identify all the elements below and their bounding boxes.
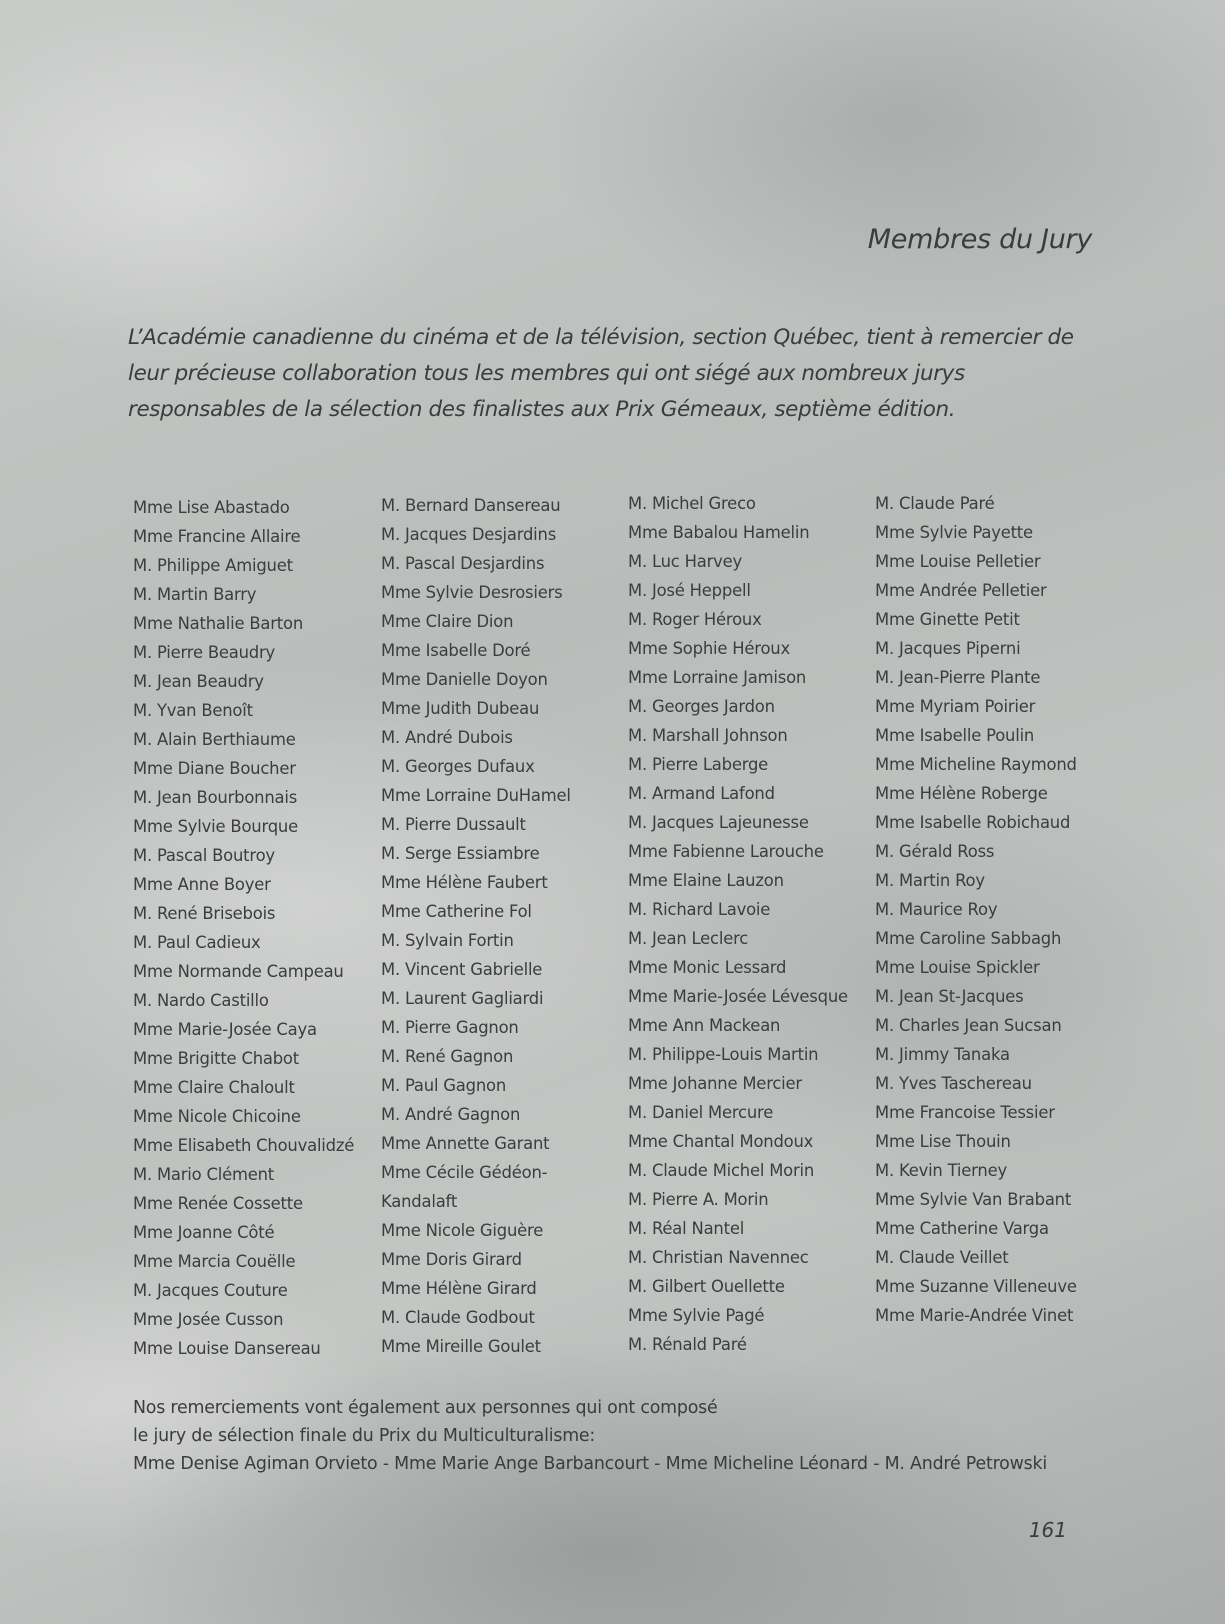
jury-member: M. René Brisebois [133,904,276,923]
jury-member: M. Richard Lavoie [628,900,771,919]
jury-member: M. Pascal Boutroy [133,846,275,865]
jury-member: Mme Lorraine Jamison [628,668,807,687]
jury-member: M. Pierre Beaudry [133,643,276,662]
jury-member: M. Philippe-Louis Martin [628,1045,819,1064]
jury-member: Mme Ann Mackean [628,1016,781,1035]
jury-member: M. Vincent Gabrielle [381,960,543,979]
jury-member: M. Philippe Amiguet [133,556,293,575]
jury-member: M. Luc Harvey [628,552,743,571]
members-column-2 [381,491,571,1361]
jury-member: Mme Johanne Mercier [628,1074,802,1093]
jury-member: Mme Catherine Fol [381,902,532,921]
jury-member: M. Paul Cadieux [133,933,261,952]
jury-member: Mme Marcia Couëlle [133,1252,296,1271]
jury-member: M. Rénald Paré [628,1335,747,1354]
jury-member: M. Jacques Couture [133,1281,288,1300]
jury-member: M. Pascal Desjardins [381,554,545,573]
jury-member: M. Martin Roy [875,871,985,890]
jury-member: M. Yvan Benoît [133,701,253,720]
thanks-line-3: Mme Denise Agiman Orvieto - Mme Marie Ange Barbancourt - Mme Micheline Léonard - M. André Petrowski [133,1454,1047,1474]
jury-member: Mme Sylvie Bourque [133,817,298,836]
jury-member: M. Pierre Laberge [628,755,769,774]
jury-member: Mme Cécile Gédéon- [381,1163,548,1182]
members-column-4 [875,489,1077,1330]
jury-member: M. Bernard Dansereau [381,496,561,515]
jury-member: Mme Claire Dion [381,612,514,631]
jury-member: Mme Nicole Chicoine [133,1107,301,1126]
jury-member: M. Marshall Johnson [628,726,788,745]
jury-member: M. Gilbert Ouellette [628,1277,785,1296]
jury-member: M. Jean Bourbonnais [133,788,298,807]
multiculturalism-thanks [133,1394,1133,1478]
jury-member: Mme Nathalie Barton [133,614,304,633]
page-number: 161 [1028,1518,1067,1542]
jury-member: Mme Fabienne Larouche [628,842,824,861]
jury-members-list [0,475,1225,1375]
jury-member: M. Alain Berthiaume [133,730,296,749]
jury-member: Mme Elaine Lauzon [628,871,784,890]
jury-member: Mme Elisabeth Chouvalidzé [133,1136,355,1155]
jury-member: Mme Caroline Sabbagh [875,929,1062,948]
jury-member: Mme Judith Dubeau [381,699,540,718]
jury-member: Mme Danielle Doyon [381,670,548,689]
jury-member: M. Roger Héroux [628,610,762,629]
jury-member: M. André Gagnon [381,1105,521,1124]
jury-member: Mme Diane Boucher [133,759,296,778]
jury-member: Mme Chantal Mondoux [628,1132,814,1151]
page-title: Membres du Jury [867,224,1092,255]
jury-member: M. Sylvain Fortin [381,931,514,950]
members-column-1 [133,493,354,1363]
jury-member: Mme Hélène Roberge [875,784,1048,803]
jury-member: Mme Isabelle Doré [381,641,531,660]
jury-member: Mme Catherine Varga [875,1219,1049,1238]
jury-member: Mme Francine Allaire [133,527,301,546]
jury-member: M. Claude Paré [875,494,995,513]
jury-member: Mme Sylvie Payette [875,523,1033,542]
jury-member: Mme Isabelle Robichaud [875,813,1071,832]
jury-member: Kandalaft [381,1192,458,1211]
jury-member: Mme Micheline Raymond [875,755,1077,774]
jury-member: Mme Renée Cossette [133,1194,303,1213]
jury-member: M. Georges Dufaux [381,757,535,776]
jury-member: Mme Babalou Hamelin [628,523,810,542]
jury-member: Mme Suzanne Villeneuve [875,1277,1077,1296]
jury-member: M. Mario Clément [133,1165,275,1184]
jury-member: M. Maurice Roy [875,900,998,919]
jury-member: Mme Monic Lessard [628,958,787,977]
jury-member: M. Laurent Gagliardi [381,989,544,1008]
jury-member: Mme Brigitte Chabot [133,1049,299,1068]
jury-member: Mme Louise Spickler [875,958,1040,977]
members-column-3 [628,489,848,1359]
jury-member: M. Claude Godbout [381,1308,535,1327]
jury-member: Mme Hélène Faubert [381,873,548,892]
intro-paragraph: L’Académie canadienne du cinéma et de la télévision, section Québec, tient à remercier de leur précieuse collaboration tous les membres qui ont siégé aux nombreux jurys responsables de la sélection des finalistes aux Prix Gémeaux, septième édition. [128,325,1074,422]
jury-member: M. Réal Nantel [628,1219,745,1238]
jury-member: Mme Marie-Josée Lévesque [628,987,848,1006]
jury-member: M. Pierre Gagnon [381,1018,519,1037]
jury-member: M. Jean St-Jacques [875,987,1024,1006]
jury-member: Mme Sylvie Pagé [628,1306,765,1325]
jury-member: Mme Doris Girard [381,1250,522,1269]
thanks-line-2: le jury de sélection finale du Prix du Multiculturalisme: [133,1426,596,1446]
jury-member: Mme Sylvie Van Brabant [875,1190,1072,1209]
jury-member: Mme Joanne Côté [133,1223,275,1242]
jury-member: M. Christian Navennec [628,1248,809,1267]
jury-member: Mme Marie-Andrée Vinet [875,1306,1074,1325]
jury-member: M. Michel Greco [628,494,756,513]
jury-member: M. Pierre A. Morin [628,1190,769,1209]
jury-member: M. André Dubois [381,728,513,747]
jury-member: M. Jacques Piperni [875,639,1021,658]
jury-member: M. Armand Lafond [628,784,775,803]
jury-member: Mme Josée Cusson [133,1310,284,1329]
jury-member: Mme Sylvie Desrosiers [381,583,563,602]
jury-member: Mme Annette Garant [381,1134,550,1153]
jury-member: M. Claude Veillet [875,1248,1009,1267]
jury-member: Mme Francoise Tessier [875,1103,1055,1122]
jury-member: Mme Hélène Girard [381,1279,537,1298]
jury-member: Mme Ginette Petit [875,610,1020,629]
jury-member: Mme Lise Thouin [875,1132,1011,1151]
jury-member: Mme Andrée Pelletier [875,581,1047,600]
jury-member: M. René Gagnon [381,1047,514,1066]
jury-member: M. Jacques Lajeunesse [628,813,809,832]
jury-member: Mme Lise Abastado [133,498,290,517]
jury-member: M. Yves Taschereau [875,1074,1032,1093]
thanks-line-1: Nos remerciements vont également aux personnes qui ont composé [133,1398,718,1418]
jury-member: M. Daniel Mercure [628,1103,774,1122]
jury-member: Mme Myriam Poirier [875,697,1036,716]
jury-member: Mme Anne Boyer [133,875,271,894]
jury-member: M. Gérald Ross [875,842,995,861]
jury-member: M. Georges Jardon [628,697,775,716]
jury-member: Mme Normande Campeau [133,962,344,981]
jury-member: M. Jean Beaudry [133,672,264,691]
jury-member: M. Jean Leclerc [628,929,749,948]
jury-member: M. Jean-Pierre Plante [875,668,1041,687]
jury-member: Mme Claire Chaloult [133,1078,295,1097]
jury-member: M. Nardo Castillo [133,991,269,1010]
jury-member: Mme Isabelle Poulin [875,726,1035,745]
jury-member: M. José Heppell [628,581,751,600]
jury-member: M. Jimmy Tanaka [875,1045,1010,1064]
jury-member: Mme Mireille Goulet [381,1337,541,1356]
jury-member: M. Claude Michel Morin [628,1161,815,1180]
jury-member: M. Paul Gagnon [381,1076,507,1095]
jury-member: Mme Nicole Giguère [381,1221,544,1240]
jury-member: Mme Marie-Josée Caya [133,1020,317,1039]
jury-member: Mme Louise Dansereau [133,1339,321,1358]
jury-member: Mme Lorraine DuHamel [381,786,571,805]
jury-member: M. Charles Jean Sucsan [875,1016,1062,1035]
jury-member: Mme Sophie Héroux [628,639,790,658]
jury-member: Mme Louise Pelletier [875,552,1041,571]
jury-member: M. Martin Barry [133,585,257,604]
jury-member: M. Kevin Tierney [875,1161,1007,1180]
jury-member: M. Jacques Desjardins [381,525,557,544]
jury-member: M. Serge Essiambre [381,844,540,863]
jury-member: M. Pierre Dussault [381,815,526,834]
